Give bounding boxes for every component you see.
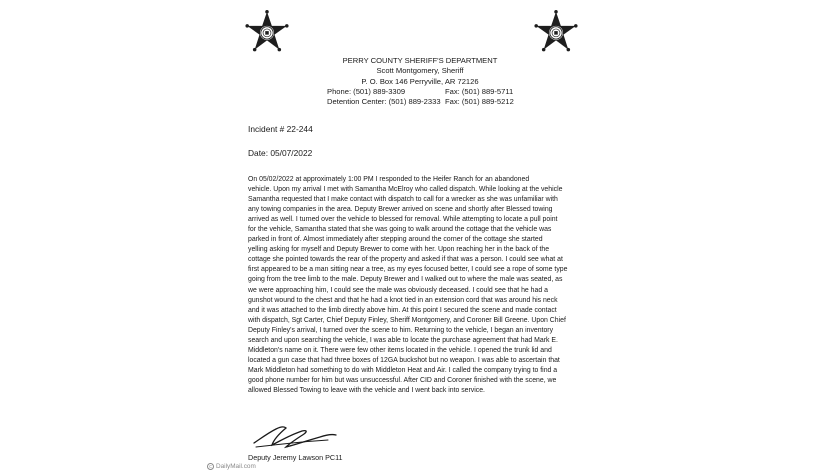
- narrative-line: On 05/02/2022 at approximately 1:00 PM I responded to the Heifer Ranch for an abandoned: [248, 176, 530, 183]
- report-date: Date: 05/07/2022: [248, 148, 313, 158]
- narrative-line: cottage she pointed towards the rear of the property and asked if that was a person. I could see what at: [248, 256, 563, 264]
- signature-name: Deputy Jeremy Lawson PC11: [248, 453, 343, 462]
- letterhead: [290, 56, 550, 107]
- incident-narrative: [248, 175, 618, 396]
- narrative-line: yelling asking for myself and Deputy Brewer to come with her. Upon reaching her in the back of the: [248, 246, 550, 254]
- detention-row: [290, 97, 550, 107]
- narrative-line: gunshot wound to the chest and that he had a knot tied in an extension cord that was around his neck: [248, 296, 558, 304]
- narrative-line: Middleton's name on it. There were few other items located in the vehicle. I opened the trunk lid and: [248, 346, 552, 354]
- narrative-line: arrived as well. I turned over the vehicle to blessed for removal. While attempting to locate a pull point: [248, 216, 558, 224]
- narrative-line: allowed Blessed Towing to leave with the vehicle and I went back into service.: [248, 386, 485, 394]
- narrative-line: first appeared to be a man sitting near a tree, as my eyes focused better, I could see a rope of some type: [248, 266, 568, 274]
- sheriff-name: Scott Montgomery, Sheriff: [376, 66, 464, 76]
- narrative-line: with dispatch, Sgt Carter, Chief Deputy Finley, Sheriff Montgomery, and Coroner Bill Greene. Upon Chief: [248, 316, 566, 324]
- narrative-line: good phone number for him but was unsuccessful. After CID and Coroner finished with the scene, we: [248, 376, 557, 384]
- sheriff-star-icon: [534, 10, 578, 54]
- narrative-line: and it was attached to the limb directly above him. At this point I secured the scene and made contact: [248, 306, 557, 314]
- incident-number: Incident # 22-244: [248, 124, 313, 134]
- mailing-address: P. O. Box 146 Perryville, AR 72126: [361, 76, 479, 86]
- department-name: PERRY COUNTY SHERIFF'S DEPARTMENT: [342, 56, 498, 65]
- detention-center-number: Detention Center: (501) 889-2333: [327, 97, 441, 107]
- narrative-line: we were approaching him, I could see the male was obviously deceased. I could see that he had a: [248, 286, 548, 294]
- narrative-line: vehicle. Upon my arrival I met with Samantha McElroy who called dispatch. While looking at the vehicle: [248, 186, 563, 194]
- sheriff-star-icon: [245, 10, 289, 54]
- narrative-line: any towing companies in the area. Deputy Brewer arrived on scene and shortly after Blessed towing: [248, 206, 553, 214]
- watermark: [207, 463, 256, 470]
- watermark-text: DailyMail.com: [216, 463, 256, 470]
- phone-number: Phone: (501) 889-3309: [327, 86, 406, 96]
- narrative-line: search and upon searching the vehicle, I was able to locate the purchase agreement that had Mark E.: [248, 336, 558, 344]
- fax-number: Fax: (501) 889-5711: [445, 86, 514, 96]
- handwritten-signature: [250, 419, 340, 455]
- narrative-line: going from the tree limb to the male. Deputy Brewer and I walked out to where the male was seated, as: [248, 276, 563, 284]
- narrative-line: parked in front of. Almost immediately after stepping around the corner of the cottage she started: [248, 236, 543, 244]
- narrative-line: for the vehicle, Samantha stated that she was going to walk around the cottage that the vehicle was: [248, 226, 552, 234]
- phone-row: [290, 87, 550, 97]
- copyright-icon: c: [207, 463, 214, 470]
- narrative-line: Mark Middleton had something to do with Middleton Heat and Air. I called the company trying to find a: [248, 366, 558, 374]
- narrative-line: Deputy Finley's arrival, I turned over the scene to him. Returning to the vehicle, I began an inventory: [248, 326, 554, 334]
- narrative-line: Samantha requested that I make contact with dispatch to call for a wrecker as she was unfamiliar with: [248, 196, 558, 204]
- narrative-line: located a gun case that had three boxes of 12GA buckshot but no weapon. I was able to ascertain that: [248, 356, 560, 364]
- detention-fax-number: Fax: (501) 889-5212: [445, 97, 514, 107]
